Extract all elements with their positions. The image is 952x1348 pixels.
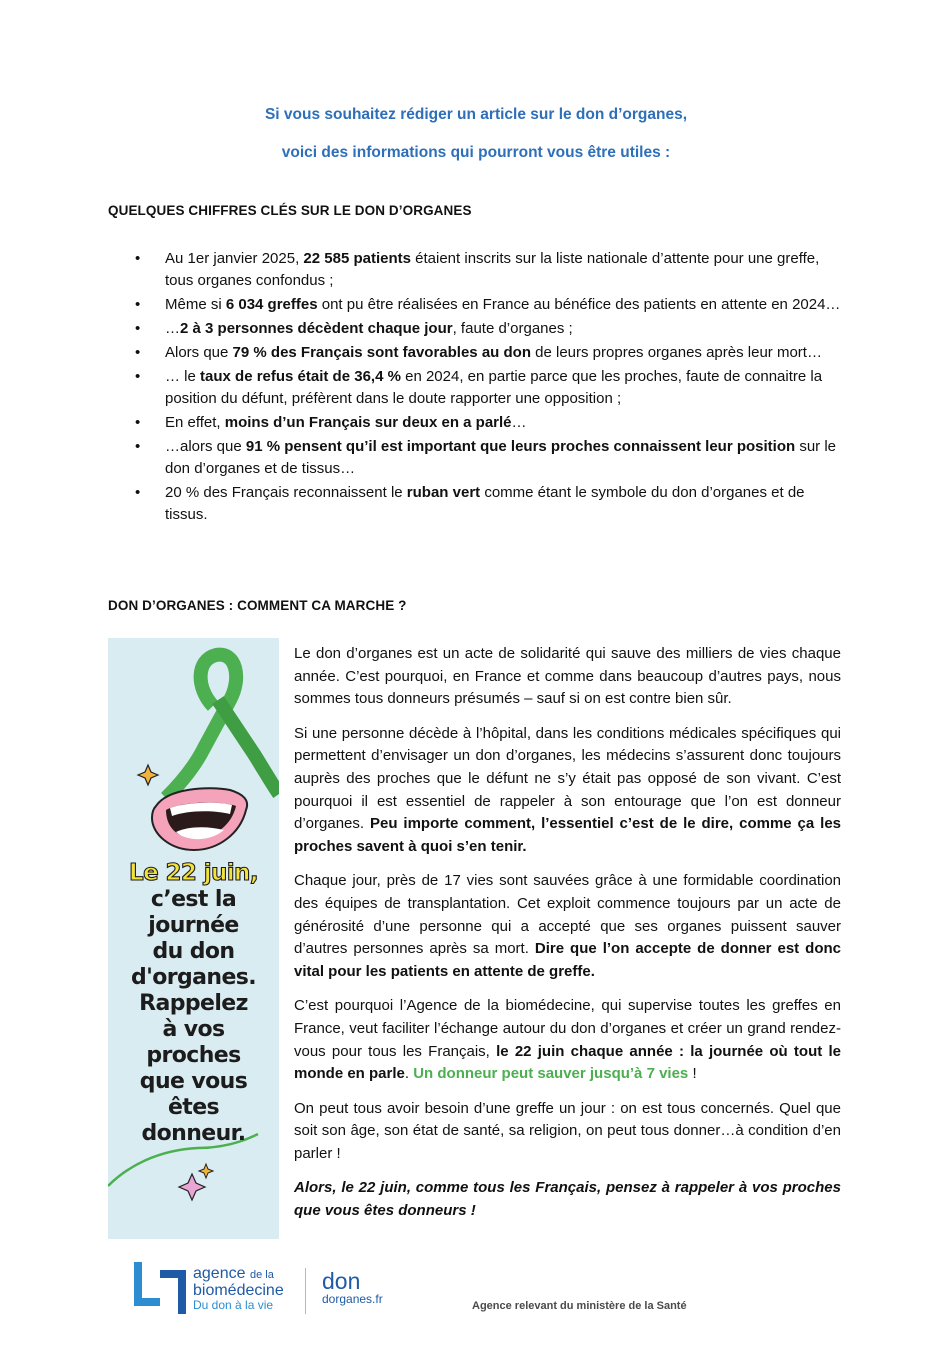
agence-wordmark: agence de la biomédecine Du don à la vie bbox=[193, 1265, 284, 1312]
list-item: • Même si 6 034 greffes ont pu être réalisées en France au bénéfice des patients en attente en 2024… bbox=[108, 294, 848, 316]
sparkle-icon bbox=[199, 1164, 213, 1178]
agence-logo-icon bbox=[134, 1262, 190, 1314]
key-figures-list bbox=[108, 248, 848, 528]
closing-paragraph: Alors, le 22 juin, comme tous les Français, pensez à rappeler à vos proches que vous êtes donneurs ! bbox=[294, 1179, 841, 1220]
poster-text bbox=[108, 860, 279, 1147]
list-item: • …alors que 91 % pensent qu’il est important que leurs proches connaissent leur position sur le don d’organes et de tissus… bbox=[135, 438, 837, 477]
poster-line: êtes bbox=[167, 1095, 220, 1120]
paragraph: C’est pourquoi l’Agence de la biomédecine, qui supervise toutes les greffes en France, veut faciliter l’échange autour du don d’organes et créer un grand rendez-vous pour tous les Français, le 22 juin chaque année : la journée où tout le monde en parle. Un donneur peut sauver jusqu’à 7 vies ! bbox=[294, 997, 841, 1083]
poster-line: du don bbox=[152, 939, 235, 964]
dondorganes-wordmark: don dorganes.fr bbox=[322, 1268, 383, 1306]
section-title-key-figures: QUELQUES CHIFFRES CLÉS SUR LE DON D’ORGANES bbox=[108, 203, 472, 218]
intro-line-2: voici des informations qui pourront vous être utiles : bbox=[281, 144, 671, 161]
paragraph: Le don d’organes est un acte de solidarité qui sauve des milliers de vies chaque année. C’est pourquoi, en France et comme dans beaucoup d’autres pays, nous sommes tous donneurs présumés – sauf si on est contre bien sûr. bbox=[294, 645, 841, 708]
green-ribbon-icon bbox=[166, 655, 279, 798]
poster-line: que vous bbox=[139, 1069, 248, 1094]
bullet-icon: • bbox=[135, 344, 141, 361]
logo-divider bbox=[305, 1268, 306, 1314]
poster-line: journée bbox=[148, 913, 239, 938]
poster-line: proches bbox=[146, 1043, 241, 1068]
poster-line: d'organes. bbox=[130, 965, 257, 990]
paragraph: On peut tous avoir besoin d’une greffe un jour : on est tous concernés. Quel que soit son âge, son état de santé, sa religion, on peut tous donner…à condition d’en parler ! bbox=[294, 1099, 841, 1162]
sparkle-icon bbox=[179, 1174, 205, 1200]
bullet-icon: • bbox=[135, 438, 141, 455]
bullet-icon: • bbox=[135, 320, 141, 337]
bullet-icon: • bbox=[135, 296, 141, 313]
bullet-icon: • bbox=[135, 250, 141, 267]
list-item: • Au 1er janvier 2025, 22 585 patients étaient inscrits sur la liste nationale d’attente pour une greffe, tous organes confondus ; bbox=[135, 250, 820, 289]
poster-line: donneur. bbox=[141, 1121, 246, 1146]
poster-highlight: Le 22 juin, bbox=[129, 860, 258, 886]
section-title-how-it-works: DON D’ORGANES : COMMENT CA MARCHE ? bbox=[108, 598, 407, 613]
agence-biomedecine-logo bbox=[134, 1262, 190, 1319]
ministry-caption: Agence relevant du ministère de la Santé bbox=[472, 1300, 687, 1312]
list-item: • En effet, moins d’un Français sur deux en a parlé… bbox=[108, 412, 848, 434]
intro-line-1: Si vous souhaitez rédiger un article sur le don d’organes, bbox=[264, 106, 688, 123]
list-item: • Alors que 79 % des Français sont favorables au don de leurs propres organes après leur mort… bbox=[108, 342, 848, 364]
article-body bbox=[294, 643, 841, 1235]
mouth-icon bbox=[152, 788, 247, 850]
sparkle-icon bbox=[138, 765, 158, 785]
poster-line: à vos bbox=[162, 1017, 225, 1042]
paragraph: Si une personne décède à l’hôpital, dans les conditions médicales spécifiques qui permettent d’envisager un don d’organes, les médecins s’assurent donc toujours auprès des proches que le défunt ne s’y était pas opposé de son vivant. C’est pourquoi il est essentiel de rappeler à son entourage que l’on est donneur d’organes. Peu importe comment, l’essentiel c’est de le dire, comme ça les proches savent à quoi s’en tenir. bbox=[294, 724, 841, 855]
bullet-icon: • bbox=[135, 368, 141, 385]
poster-line: Rappelez bbox=[139, 991, 248, 1016]
poster-image bbox=[108, 638, 279, 1239]
highlight-seven-lives: Un donneur peut sauver jusqu’à 7 vies bbox=[413, 1065, 689, 1083]
list-item: • …2 à 3 personnes décèdent chaque jour, faute d’organes ; bbox=[108, 318, 848, 340]
bullet-icon: • bbox=[135, 414, 141, 431]
list-item: • 20 % des Français reconnaissent le ruban vert comme étant le symbole du don d’organes et de tissus. bbox=[135, 484, 805, 523]
poster-line: c’est la bbox=[150, 887, 237, 912]
paragraph: Chaque jour, près de 17 vies sont sauvées grâce à une formidable coordination des équipes de transplantation. Cet exploit commence toujours par un acte de générosité d’une personne qui a accepté que ses organes puissent sauver d’autres personnes après sa mort. Dire que l’on accepte de donner est donc vital pour les patients en attente de greffe. bbox=[294, 872, 841, 980]
bullet-icon: • bbox=[135, 484, 141, 501]
list-item: • … le taux de refus était de 36,4 % en 2024, en partie parce que les proches, faute de connaitre la position du défunt, préfèrent dans le doute rapporter une opposition ; bbox=[135, 368, 823, 407]
